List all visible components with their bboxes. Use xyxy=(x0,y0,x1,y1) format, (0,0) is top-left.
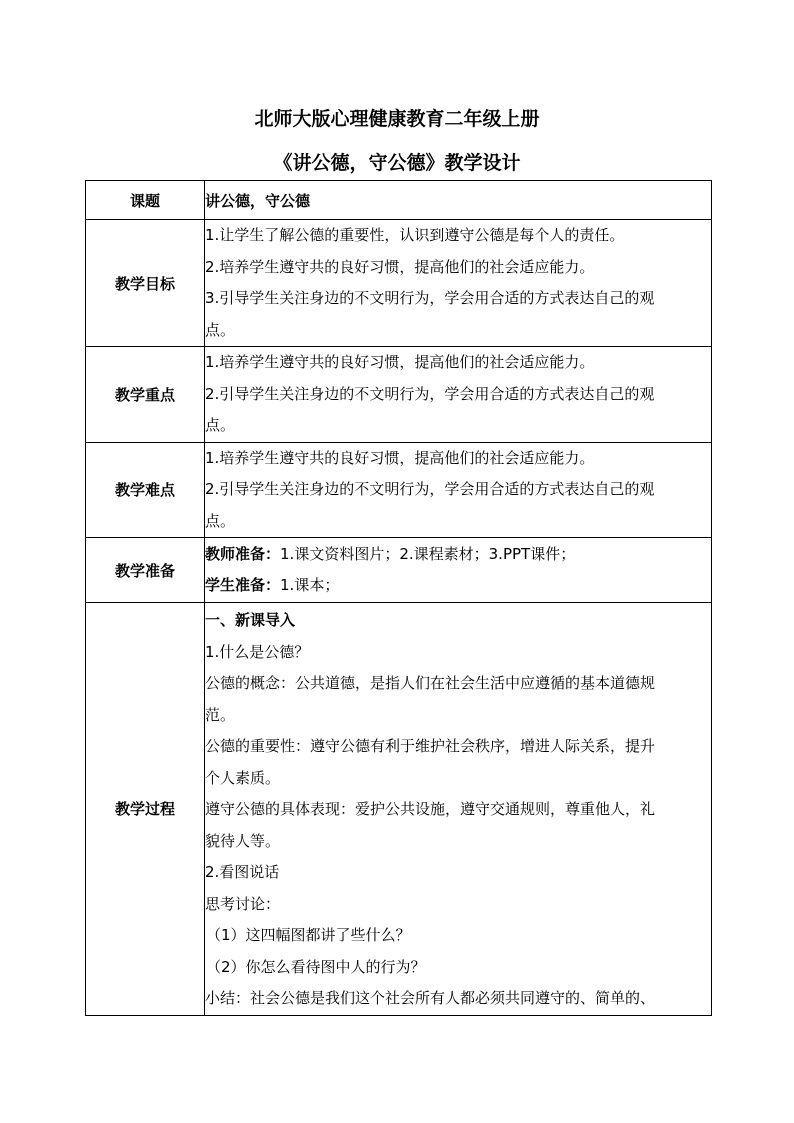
process-line: 公德的重要性：遵守公德有利于维护社会秩序，增进人际关系，提升 xyxy=(205,737,656,755)
process-line: 2.看图说话 xyxy=(205,863,280,881)
difficulties-label: 教学难点 xyxy=(86,442,205,538)
process-line: （1）这四幅图都讲了些什么？ xyxy=(206,926,411,944)
student-preparation xyxy=(205,570,711,602)
key-points-item: 1.培养学生遵守共的良好习惯，提高他们的社会适应能力。 xyxy=(205,353,595,371)
key-points-item: 2.引导学生关注身边的不文明行为，学会用合适的方式表达自己的观 xyxy=(205,384,655,403)
goals-item: 1.让学生了解公德的重要性，认识到遵守公德是每个人的责任。 xyxy=(205,226,625,244)
difficulties-item: 点。 xyxy=(205,511,236,530)
process-line: 个人素质。 xyxy=(205,768,281,787)
table-row-process xyxy=(86,603,712,1016)
table-row-key-points xyxy=(86,347,712,443)
teacher-preparation-value: 1.课文资料图片；2.课程素材；3.PPT课件； xyxy=(280,544,576,563)
teacher-preparation xyxy=(205,539,711,571)
document-title: 北师大版心理健康教育二年级上册 xyxy=(254,108,540,130)
document-subtitle: 《讲公德，守公德》教学设计 xyxy=(273,152,521,174)
process-line: 思考讨论： xyxy=(205,894,281,913)
process-line: 1.什么是公德？ xyxy=(205,642,310,661)
key-points-content xyxy=(205,347,712,443)
difficulties-item: 2.引导学生关注身边的不文明行为，学会用合适的方式表达自己的观 xyxy=(205,480,655,498)
process-line: 小结：社会公德是我们这个社会所有人都必须共同遵守的、简单的、 xyxy=(205,989,656,1007)
table-row-difficulties xyxy=(86,442,712,538)
process-line: 公德的概念：公共道德，是指人们在社会生活中应遵循的基本道德规 xyxy=(205,674,656,692)
lesson-plan-table xyxy=(85,180,712,1016)
goals-item: 点。 xyxy=(205,320,236,339)
student-preparation-value: 1.课本； xyxy=(280,576,340,594)
topic-value: 讲公德，守公德 xyxy=(205,181,712,220)
process-label: 教学过程 xyxy=(86,603,205,1016)
topic-label: 课题 xyxy=(86,181,205,220)
process-line: 貌待人等。 xyxy=(205,831,281,850)
table-row-topic xyxy=(86,181,712,220)
difficulties-content xyxy=(205,442,712,538)
process-line: 遵守公德的具体表现：爱护公共设施，遵守交通规则，尊重他人，礼 xyxy=(205,800,656,818)
preparation-content xyxy=(205,538,712,603)
preparation-label: 教学准备 xyxy=(86,538,205,603)
goals-content xyxy=(205,220,712,347)
key-points-item: 点。 xyxy=(205,416,236,434)
goals-item: 2.培养学生遵守共的良好习惯，提高他们的社会适应能力。 xyxy=(205,257,595,276)
table-row-preparation xyxy=(86,538,712,603)
difficulties-item: 1.培养学生遵守共的良好习惯，提高他们的社会适应能力。 xyxy=(205,448,595,467)
table-row-goals xyxy=(86,220,712,347)
goals-label: 教学目标 xyxy=(86,220,205,347)
key-points-label: 教学重点 xyxy=(86,347,205,443)
teacher-preparation-label: 教师准备： xyxy=(205,544,281,563)
process-line: （2）你怎么看待图中人的行为？ xyxy=(206,957,426,976)
process-section-heading: 一、新课导入 xyxy=(205,611,296,629)
goals-item: 3.引导学生关注身边的不文明行为，学会用合适的方式表达自己的观 xyxy=(205,289,655,307)
student-preparation-label: 学生准备： xyxy=(205,576,281,594)
process-line: 范。 xyxy=(205,705,236,724)
process-content xyxy=(205,603,712,1016)
